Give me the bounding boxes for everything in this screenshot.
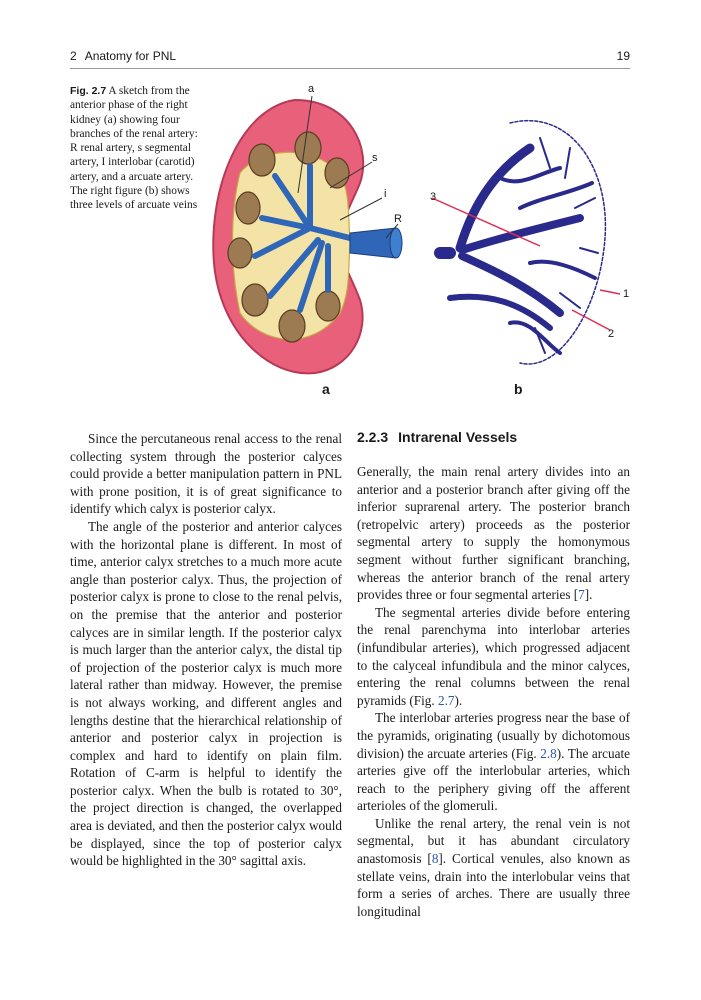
label-2: 2	[608, 328, 615, 340]
label-s-segmental: s	[372, 152, 378, 164]
renal-artery-stub	[350, 228, 396, 258]
running-header-left	[70, 49, 176, 63]
kidney-sketch	[213, 96, 402, 373]
citation-link[interactable]: 8	[431, 851, 439, 867]
figure-link[interactable]: 2.7	[437, 692, 455, 708]
chapter-title: Anatomy for PNL	[84, 49, 177, 63]
label-r-renal-artery: R	[394, 213, 402, 225]
page-number: 19	[616, 49, 630, 63]
running-header	[70, 46, 630, 69]
left-column	[70, 430, 342, 870]
citation-link[interactable]: 7	[578, 587, 585, 603]
panel-a-label: a	[322, 381, 330, 397]
figure-label: Fig. 2.7	[70, 85, 107, 97]
panel-b-label: b	[514, 381, 523, 397]
label-i-interlobar: i	[384, 188, 387, 200]
figure-caption	[70, 84, 198, 213]
section-number: 2.2.3	[357, 429, 389, 445]
figure-illustration	[200, 78, 640, 378]
right-paragraph-3: The interlobar arteries progress near the base of the pyramids, originating (usually by dichotomous division) the arcuate arteries (Fig. 2.8). The arcuate arteries give off the interlobular arteries, which reach to the periphery giving off the afferent arterioles of the glomeruli.	[357, 710, 630, 814]
right-paragraph-1: Generally, the main renal artery divides into an anterior and a posterior branch after giving off the inferior suprarenal artery. The posterior branch (retropelvic artery) proceeds as the posterior segmental artery to supply the homonymous segment without further significant branching, whereas the anterior branch of the renal artery provides three or four segmental arteries [7].	[357, 464, 630, 603]
right-paragraph-4: Unlike the renal artery, the renal vein is not segmental, but it has abundant circulatory anastomosis [8]. Cortical venules, also known as stellate veins, drain into the interlobular veins that form a series of arches. There are usually three longitudinal	[357, 815, 630, 919]
figure-caption-text: A sketch from the anterior phase of the right kidney (a) showing four branches of the renal artery: R renal artery, s segmental artery, I interlobar (carotid) artery, and a arcuate artery. The right figure (b) shows three levels of arcuate veins	[70, 85, 198, 212]
figure-2-7	[200, 78, 640, 408]
vein-cast	[440, 121, 605, 364]
section-heading	[357, 429, 630, 445]
label-3: 3	[430, 191, 437, 203]
renal-artery-end	[390, 228, 402, 258]
right-paragraph-2: The segmental arteries divide before entering the renal parenchyma into interlobar arteries (infundibular arteries), which progressed adjacent to the calyceal infundibula and the minor calyces, entering the renal columns between the renal pyramids (Fig. 2.7).	[357, 604, 630, 708]
left-paragraph-2: The angle of the posterior and anterior calyces with the horizontal plane is different. In most of time, anterior calyx stretches to a much more acute angle than posterior calyx. Thus, the projection of posterior calyx is prone to close to the renal pelvis, on the premise that the anterior and posterior calyces are in similar length. If the posterior calyx is much larger than the anterior calyx, the distal tip of projection of the posterior calyx is much more lateral rather than midway. However, the premise is not always working, and different angles and lengths destine that the hierarchical relationship of anterior and posterior calyx in projection is complex and hard to identify on plain film. Rotation of C-arm is helpful to identify the posterior calyx. When the bulb is rotated to 30°, the project direction is changed, the overlapped area is deviated, and then the posterior calyx would be displayed, since the top of posterior calyx would be highlighted in the 30° sagittal axis.	[70, 518, 342, 869]
figure-link[interactable]: 2.8	[540, 745, 557, 761]
section-title: Intrarenal Vessels	[398, 429, 518, 445]
left-paragraph-1: Since the percutaneous renal access to the renal collecting system through the posterior calyces could provide a better manipulation pattern in PNL with prone position, it is of great significance to identify which calyx is posterior calyx.	[70, 431, 342, 517]
label-1: 1	[623, 288, 630, 300]
label-a-arcuate: a	[308, 83, 315, 95]
chapter-number: 2	[70, 49, 77, 63]
right-column	[357, 463, 630, 920]
